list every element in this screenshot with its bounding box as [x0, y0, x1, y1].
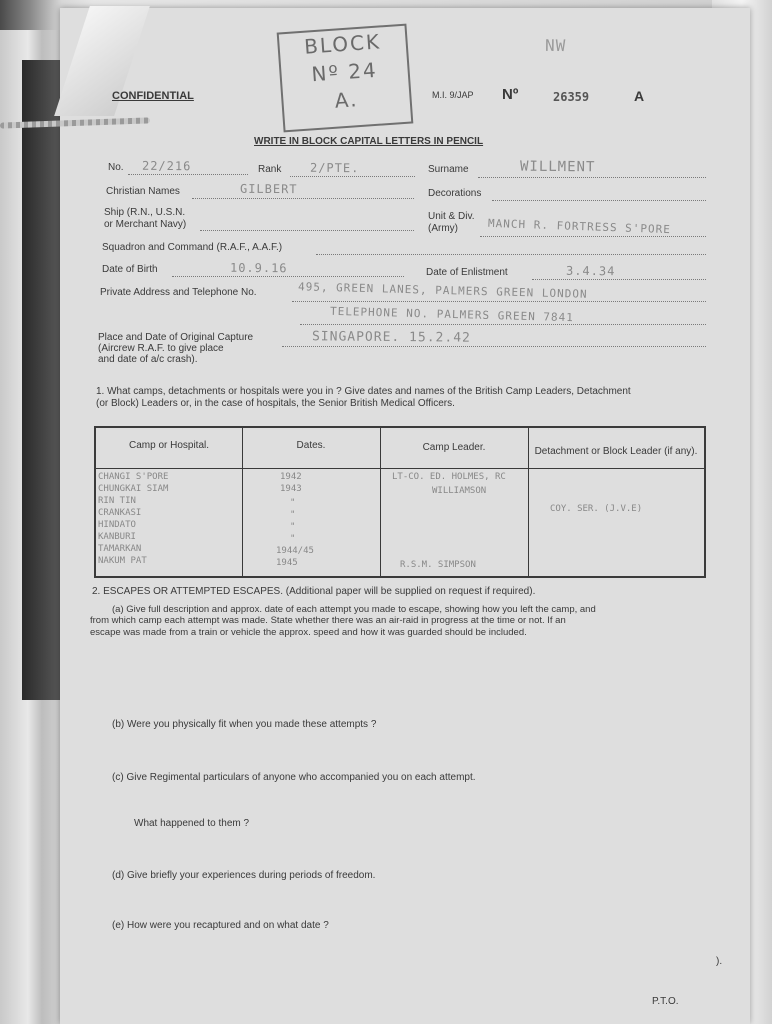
address-line-2: [300, 324, 706, 325]
section2-a-line-3: escape was made from a train or vehicle the approx. speed and how it was guarded should be included.: [90, 627, 527, 638]
dob-line: [172, 276, 404, 277]
confidential-label: CONFIDENTIAL: [112, 90, 194, 102]
surname-line: [478, 177, 706, 178]
ship-label-1: Ship (R.N., U.S.N.: [104, 207, 186, 218]
leader-cell: LT-CO. ED. HOLMES, RC: [392, 472, 506, 482]
squadron-line: [316, 254, 706, 255]
camp-cell: NAKUM PAT: [98, 556, 147, 566]
unit-line: [480, 236, 706, 237]
instruction-heading: WRITE IN BLOCK CAPITAL LETTERS IN PENCIL: [254, 136, 484, 147]
detachment-cell: COY. SER. (J.V.E): [550, 504, 643, 514]
unit-label-1: Unit & Div.: [428, 211, 475, 222]
header-camp-leader: Camp Leader.: [422, 442, 486, 453]
side-mark: ).: [716, 956, 723, 967]
christian-names-line: [192, 198, 414, 199]
camp-cell: RIN TIN: [98, 496, 136, 506]
address-line-1: [292, 301, 706, 302]
rank-value: 2/PTE.: [309, 160, 360, 176]
christian-names-label: Christian Names: [106, 186, 180, 197]
enlistment-label: Date of Enlistment: [426, 267, 508, 278]
header-camp: Camp or Hospital.: [128, 440, 210, 451]
dob-value: 10.9.16: [229, 260, 288, 276]
address-value-line-2: TELEPHONE NO. PALMERS GREEN 7841: [329, 304, 575, 325]
folder-spine: [22, 60, 62, 700]
address-label: Private Address and Telephone No.: [100, 287, 257, 298]
reference-code: M.I. 9/JAP: [432, 90, 474, 100]
number-label: Nº: [502, 86, 519, 103]
capture-value: SINGAPORE. 15.2.42: [311, 329, 471, 346]
camp-cell: TAMARKAN: [98, 544, 142, 554]
decorations-line: [492, 200, 706, 201]
christian-names-value: GILBERT: [239, 181, 298, 197]
section2-question-e: (e) How were you recaptured and on what date ?: [112, 920, 329, 931]
unit-label-2: (Army): [428, 223, 458, 234]
capture-label-3: and date of a/c crash).: [98, 354, 198, 365]
date-cell: 1944/45: [276, 546, 314, 556]
rank-label: Rank: [258, 164, 282, 175]
leader-cell: R.S.M. SIMPSON: [400, 560, 476, 570]
date-cell: ": [290, 522, 296, 532]
dob-label: Date of Birth: [102, 264, 158, 275]
camp-cell: CHUNGKAI SIAM: [98, 484, 169, 494]
rank-line: [290, 176, 415, 177]
stamp-line-3: A.: [333, 87, 360, 113]
date-cell: ": [290, 534, 296, 544]
address-value-line-1: 495, GREEN LANES, PALMERS GREEN LONDON: [297, 280, 588, 301]
form-number: 26359: [553, 90, 590, 104]
section2-question-c: (c) Give Regimental particulars of anyone who accompanied you on each attempt.: [112, 772, 476, 783]
ship-line: [200, 230, 414, 231]
no-value: 22/216: [141, 158, 192, 174]
form-suffix: A: [634, 88, 645, 104]
section2-title: 2. ESCAPES OR ATTEMPTED ESCAPES. (Additional paper will be supplied on request if required).: [92, 586, 536, 597]
table-header-rule: [96, 468, 704, 469]
date-cell: 1945: [276, 558, 298, 568]
squadron-label: Squadron and Command (R.A.F., A.A.F.): [102, 242, 283, 253]
capture-label-2: (Aircrew R.A.F. to give place: [98, 343, 224, 354]
capture-label-1: Place and Date of Original Capture: [98, 332, 254, 343]
stamp-line-1: BLOCK: [303, 29, 382, 59]
header-dates: Dates.: [296, 440, 326, 451]
date-cell: 1942: [280, 472, 302, 482]
leader-cell: WILLIAMSON: [432, 486, 487, 496]
no-line: [128, 174, 248, 175]
ship-label-2: or Merchant Navy): [104, 219, 187, 230]
camp-cell: CRANKASI: [98, 508, 142, 518]
decorations-label: Decorations: [428, 188, 482, 199]
section1-question-line-2: (or Block) Leaders or, in the case of hospitals, the Senior British Medical Officers.: [96, 398, 455, 409]
unit-value: MANCH R. FORTRESS S'PORE: [487, 216, 672, 237]
section2-question-b: (b) Were you physically fit when you made these attempts ?: [112, 719, 377, 730]
camp-cell: HINDATO: [98, 520, 136, 530]
section2-a-line-2: from which camp each attempt was made. State whether there was an air-raid in progress at the time or not. If an: [90, 615, 566, 626]
surname-value: WILLMENT: [519, 158, 596, 176]
stamp-line-2: Nº 24: [310, 57, 379, 87]
surname-label: Surname: [428, 164, 469, 175]
camps-table: [94, 426, 706, 578]
section1-question-line-1: 1. What camps, detachments or hospitals were you in ? Give dates and names of the British Camp Leaders, Detachment: [96, 386, 631, 397]
camp-cell: CHANGI S'PORE: [98, 472, 169, 482]
date-cell: ": [290, 498, 296, 508]
handwritten-initials: NW: [544, 35, 567, 56]
camp-cell: KANBURI: [98, 532, 136, 542]
date-cell: ": [290, 510, 296, 520]
block-stamp: [277, 24, 414, 133]
date-cell: 1943: [280, 484, 302, 494]
section2-a-line-1: (a) Give full description and approx. date of each attempt you made to escape, showing how you left the camp, and: [112, 604, 596, 615]
no-label: No.: [108, 162, 124, 173]
section2-question-d: (d) Give briefly your experiences during periods of freedom.: [112, 870, 376, 881]
header-detachment: Detachment or Block Leader (if any).: [534, 446, 698, 457]
enlistment-line: [532, 279, 706, 280]
capture-line: [282, 346, 706, 347]
enlistment-value: 3.4.34: [565, 263, 616, 279]
pto-label: P.T.O.: [652, 996, 679, 1007]
section2-question-c-followup: What happened to them ?: [134, 818, 250, 829]
